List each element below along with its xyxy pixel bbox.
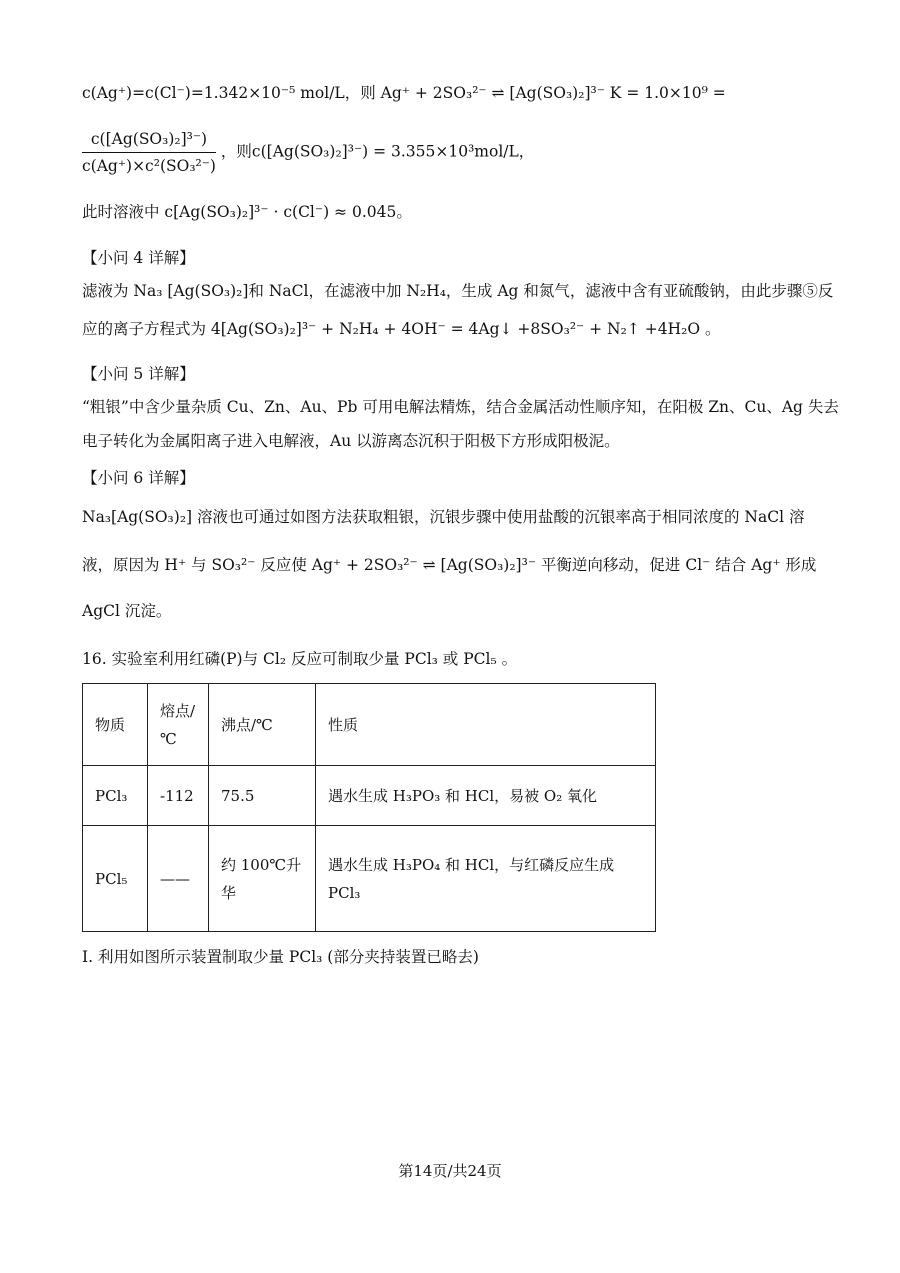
paragraph-6-line-2: 液，原因为 H⁺ 与 SO₃²⁻ 反应使 Ag⁺ + 2SO₃²⁻ ⇌ [Ag(SO₃)₂]³⁻ 平衡逆向移动，促进 Cl⁻ 结合 Ag⁺ 形成 [82,556,817,574]
cell-boiling-point: 75.5 [209,766,316,826]
equilibrium-line-2 [82,128,534,177]
k-fraction-numerator: c([Ag(SO₃)₂]³⁻) [82,128,216,153]
table-row [83,766,656,826]
paragraph-5-line-2: 电子转化为金属阳离子进入电解液，Au 以游离态沉积于阳极下方形成阳极泥。 [82,432,620,450]
cell-boiling-point: 约 100℃升华 [209,826,316,932]
k-fraction-denominator: c(Ag⁺)×c²(SO₃²⁻) [82,157,216,175]
cell-properties: 遇水生成 H₃PO₄ 和 HCl，与红磷反应生成 PCl₃ [316,826,656,932]
equilibrium-line-1: c(Ag⁺)=c(Cl⁻)=1.342×10⁻⁵ mol/L，则 Ag⁺ + 2SO₃²⁻ ⇌ [Ag(SO₃)₂]³⁻ K = 1.0×10⁹ = [82,84,726,102]
cell-melting-point: —— [148,826,209,932]
section-heading-6: 【小问 6 详解】 [82,469,195,487]
page-footer: 第14页/共24页 [398,1162,502,1180]
table-header-row [83,684,656,766]
part-i-intro: I. 利用如图所示装置制取少量 PCl₃ (部分夹持装置已略去) [82,948,479,966]
paragraph-5-line-1: “粗银”中含少量杂质 Cu、Zn、Au、Pb 可用电解法精炼，结合金属活动性顺序知，在阳极 Zn、Cu、Ag 失去 [82,398,839,416]
cell-melting-point: -112 [148,766,209,826]
section-heading-4: 【小问 4 详解】 [82,249,195,267]
paragraph-6-line-1: Na₃[Ag(SO₃)₂] 溶液也可通过如图方法获取粗银，沉银步骤中使用盐酸的沉银率高于相同浓度的 NaCl 溶 [82,508,805,526]
header-melting-point: 熔点/℃ [148,684,209,766]
complex-concentration-text: ，则c([Ag(SO₃)₂]³⁻) = 3.355×10³mol/L， [220,142,535,161]
question-16: 16. 实验室利用红磷(P)与 Cl₂ 反应可制取少量 PCl₃ 或 PCl₅ 。 [82,650,518,668]
paragraph-6-line-3: AgCl 沉淀。 [82,602,172,620]
k-fraction [82,128,216,177]
cell-substance: PCl₃ [83,766,148,826]
header-substance: 物质 [83,684,148,766]
cell-substance: PCl₅ [83,826,148,932]
properties-table [82,683,656,932]
table-row [83,826,656,932]
paragraph-4-line-2: 应的离子方程式为 4[Ag(SO₃)₂]³⁻ + N₂H₄ + 4OH⁻ = 4Ag↓ +8SO₃²⁻ + N₂↑ +4H₂O 。 [82,320,721,338]
header-boiling-point: 沸点/℃ [209,684,316,766]
cell-properties: 遇水生成 H₃PO₃ 和 HCl，易被 O₂ 氧化 [316,766,656,826]
product-line: 此时溶液中 c[Ag(SO₃)₂]³⁻ · c(Cl⁻) ≈ 0.045。 [82,203,412,221]
paragraph-4-line-1: 滤液为 Na₃ [Ag(SO₃)₂]和 NaCl，在滤液中加 N₂H₄，生成 Ag 和氮气，滤液中含有亚硫酸钠，由此步骤⑤反 [82,282,834,300]
section-heading-5: 【小问 5 详解】 [82,365,195,383]
header-properties: 性质 [316,684,656,766]
